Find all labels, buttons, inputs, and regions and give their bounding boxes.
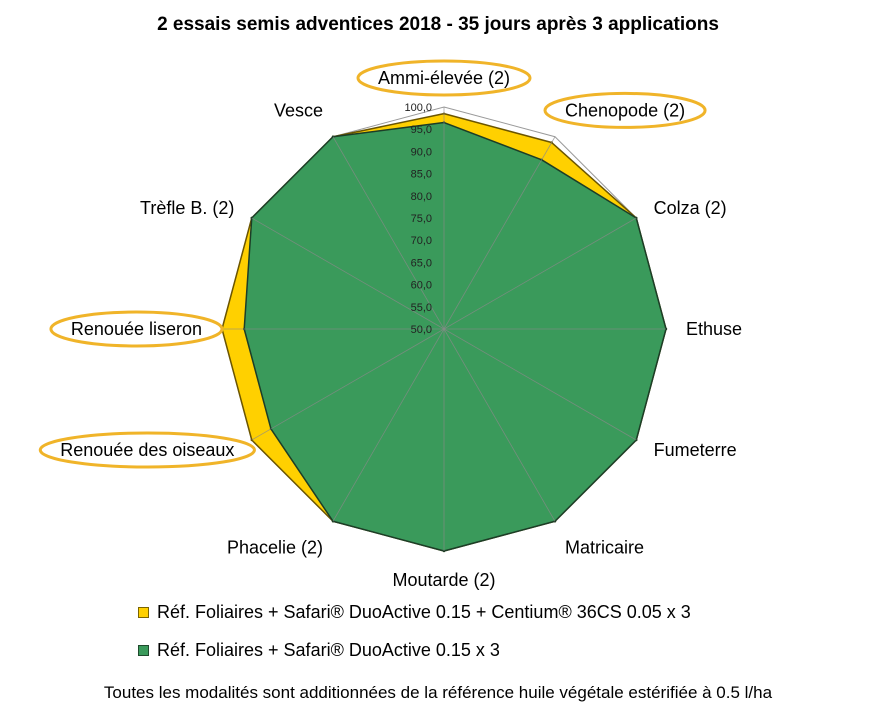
tick-label: 95,0 xyxy=(410,124,432,137)
category-label-trefle-b-2: Trèfle B. (2) xyxy=(140,198,235,218)
category-label-matricaire: Matricaire xyxy=(565,537,645,558)
tick-label: 55,0 xyxy=(410,301,432,314)
tick-label: 50,0 xyxy=(410,324,432,336)
tick-label: 65,0 xyxy=(410,257,432,270)
category-label-ammi-elevee-2: Ammi-élevée (2) xyxy=(377,68,511,88)
tick-label: 70,0 xyxy=(410,235,432,248)
legend-item-duoactive xyxy=(138,640,500,661)
category-label-colza-2: Colza (2) xyxy=(653,198,727,218)
chart-title: 2 essais semis adventices 2018 - 35 jours après 3 applications xyxy=(157,14,719,35)
footnote: Toutes les modalités sont additionnées de la référence huile végétale estérifiée à 0.5 l/ha xyxy=(103,683,773,702)
tick-label: 100,0 xyxy=(404,102,432,114)
tick-label: 75,0 xyxy=(410,213,432,225)
legend-item-centium xyxy=(138,602,691,623)
category-label-phacelie-2: Phacelie (2) xyxy=(226,537,323,558)
tick-label: 60,0 xyxy=(410,279,432,292)
legend-label-centium: Réf. Foliaires + Safari® DuoActive 0.15 + Centium® 36CS 0.05 x 3 xyxy=(157,602,691,622)
category-label-renouee-liseron: Renouée liseron xyxy=(70,319,202,339)
tick-label: 85,0 xyxy=(410,168,432,181)
category-label-fumeterre: Fumeterre xyxy=(653,440,737,460)
legend-swatch-centium xyxy=(138,607,149,618)
legend-swatch-duoactive xyxy=(138,645,149,656)
tick-label: 80,0 xyxy=(410,190,432,203)
category-label-vesce: Vesce xyxy=(273,100,323,121)
category-label-moutarde-2: Moutarde (2) xyxy=(392,570,496,590)
tick-label: 90,0 xyxy=(410,146,432,159)
category-label-chenopode-2: Chenopode (2) xyxy=(565,100,686,121)
category-label-ethuse: Ethuse xyxy=(686,319,743,339)
legend-label-duoactive: Réf. Foliaires + Safari® DuoActive 0.15 x 3 xyxy=(157,640,500,660)
category-label-renouee-des-oiseaux: Renouée des oiseaux xyxy=(60,440,235,460)
